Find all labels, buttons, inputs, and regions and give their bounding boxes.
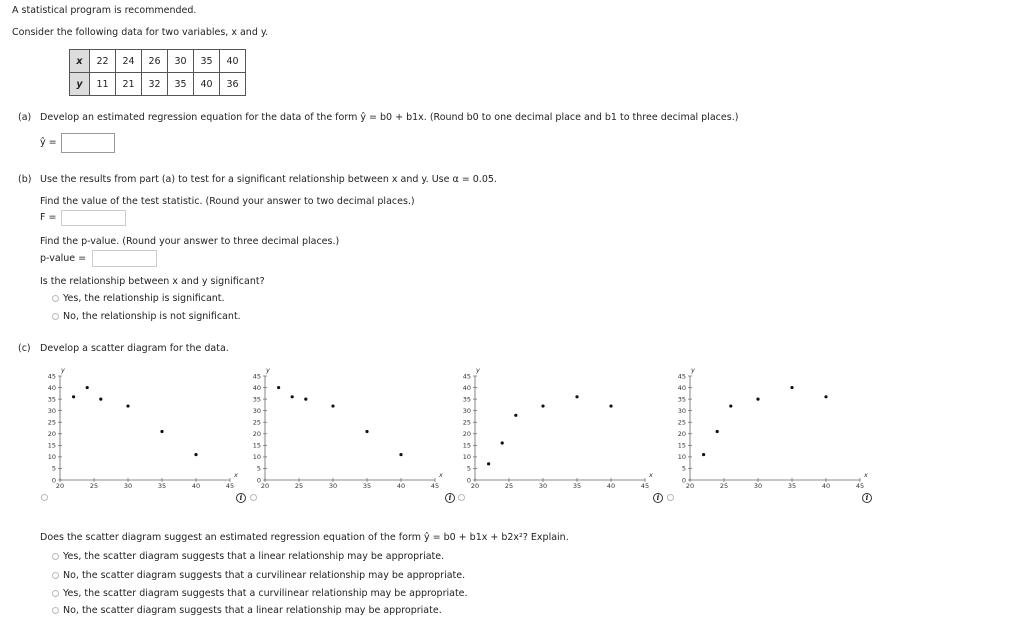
part-c-text: Develop a scatter diagram for the data.: [40, 343, 229, 354]
x-tick-label: 40: [606, 482, 616, 490]
f-label: F =: [40, 212, 57, 223]
y-tick-label: 30: [462, 406, 471, 415]
p-value-input[interactable]: [92, 250, 157, 267]
part-a-text-after: (Round b0 to one decimal place and b1 to three decimal places.): [429, 112, 739, 123]
x-axis-label: x: [649, 471, 653, 479]
y-tick-label: 5: [256, 464, 261, 473]
y-tick-label: 20: [677, 430, 686, 439]
x-tick-label: 40: [191, 482, 201, 490]
y-cell: 32: [142, 73, 168, 96]
y-tick-label: 20: [462, 430, 471, 439]
x-tick-label: 45: [225, 482, 235, 490]
y-tick-label: 20: [47, 430, 56, 439]
sig-option-no[interactable]: [52, 311, 241, 322]
radio-button[interactable]: [52, 295, 59, 302]
x-tick-label: 30: [123, 482, 133, 490]
x-cell: 26: [142, 50, 168, 73]
data-point: [277, 386, 280, 389]
y-tick-label: 5: [51, 464, 56, 473]
option-label: No, the scatter diagram suggests that a curvilinear relationship may be appropriate.: [63, 570, 466, 581]
sig-question: Is the relationship between x and y significant?: [40, 276, 265, 287]
x-tick-label: 35: [157, 482, 167, 490]
scatter-plot-1: [30, 362, 240, 492]
y-cell: 11: [90, 73, 116, 96]
radio-button[interactable]: [52, 553, 59, 560]
x-tick-label: 25: [89, 482, 99, 490]
y-tick-label: 35: [462, 395, 471, 404]
plot-2-radio[interactable]: [250, 494, 257, 501]
data-point: [575, 395, 578, 398]
y-header: y: [70, 73, 90, 96]
x-tick-label: 20: [470, 482, 480, 490]
table-row-y: [70, 73, 246, 96]
y-cell: 40: [194, 73, 220, 96]
plot-3-radio[interactable]: [458, 494, 465, 501]
intro-text: A statistical program is recommended.: [12, 5, 197, 16]
x-tick-label: 35: [787, 482, 797, 490]
y-tick-label: 15: [462, 441, 471, 450]
y-tick-label: 30: [252, 406, 261, 415]
info-icon[interactable]: i: [862, 493, 872, 503]
data-point: [824, 395, 827, 398]
y-tick-label: 0: [681, 476, 686, 485]
data-point: [514, 414, 517, 417]
y-tick-label: 15: [47, 441, 56, 450]
option-label: Yes, the scatter diagram suggests that a curvilinear relationship may be appropriate.: [63, 588, 468, 599]
yhat-input[interactable]: [61, 133, 115, 153]
x-tick-label: 45: [640, 482, 650, 490]
data-point: [609, 404, 612, 407]
x-cell: 24: [116, 50, 142, 73]
data-point: [756, 398, 759, 401]
y-cell: 21: [116, 73, 142, 96]
x-tick-label: 25: [504, 482, 514, 490]
consider-text: Consider the following data for two variables, x and y.: [12, 27, 269, 38]
y-tick-label: 20: [252, 430, 261, 439]
radio-button[interactable]: [52, 607, 59, 614]
x-tick-label: 25: [719, 482, 729, 490]
radio-button[interactable]: [52, 590, 59, 597]
y-tick-label: 35: [677, 395, 686, 404]
curve-option-3[interactable]: [52, 588, 468, 599]
data-point: [291, 395, 294, 398]
y-tick-label: 40: [252, 383, 261, 392]
x-tick-label: 40: [821, 482, 831, 490]
y-tick-label: 0: [466, 476, 471, 485]
y-axis-label: y: [61, 366, 65, 374]
y-tick-label: 40: [462, 383, 471, 392]
f-input[interactable]: [61, 210, 126, 226]
x-header: x: [70, 50, 90, 73]
data-point: [72, 395, 75, 398]
x-axis-label: x: [234, 471, 238, 479]
y-tick-label: 30: [47, 406, 56, 415]
y-tick-label: 10: [252, 453, 261, 462]
radio-button[interactable]: [52, 313, 59, 320]
data-point: [365, 430, 368, 433]
part-b-label: (b): [18, 174, 32, 185]
part-a-question: [40, 112, 738, 123]
y-tick-label: 25: [677, 418, 686, 427]
data-point: [126, 404, 129, 407]
y-tick-label: 45: [462, 372, 471, 381]
info-icon[interactable]: i: [653, 493, 663, 503]
x-tick-label: 20: [55, 482, 65, 490]
scatter-plot-4: [660, 362, 870, 492]
plot-1-radio[interactable]: [41, 494, 48, 501]
x-cell: 40: [220, 50, 246, 73]
y-tick-label: 25: [252, 418, 261, 427]
x-tick-label: 20: [260, 482, 270, 490]
y-tick-label: 10: [677, 453, 686, 462]
data-point: [487, 462, 490, 465]
plot-4-radio[interactable]: [667, 494, 674, 501]
info-icon[interactable]: i: [445, 493, 455, 503]
y-tick-label: 30: [677, 406, 686, 415]
y-cell: 35: [168, 73, 194, 96]
radio-button[interactable]: [52, 572, 59, 579]
table-row-x: [70, 50, 246, 73]
y-axis-label: y: [691, 366, 695, 374]
scatter-plot-2: [235, 362, 445, 492]
data-table: [69, 49, 246, 96]
data-point: [160, 430, 163, 433]
y-axis-label: y: [476, 366, 480, 374]
x-axis-label: x: [439, 471, 443, 479]
curve-option-1[interactable]: [52, 551, 444, 562]
data-point: [331, 404, 334, 407]
data-point: [541, 404, 544, 407]
y-tick-label: 10: [47, 453, 56, 462]
x-tick-label: 45: [855, 482, 865, 490]
scatter-plot-3: [445, 362, 655, 492]
y-tick-label: 25: [47, 418, 56, 427]
data-point: [790, 386, 793, 389]
x-axis-label: x: [864, 471, 868, 479]
x-cell: 22: [90, 50, 116, 73]
y-cell: 36: [220, 73, 246, 96]
x-tick-label: 20: [685, 482, 695, 490]
x-tick-label: 25: [294, 482, 304, 490]
part-c-question: Does the scatter diagram suggest an estimated regression equation of the form ŷ = b0 + b1x + b2x²? Explain.: [40, 532, 569, 543]
y-tick-label: 10: [462, 453, 471, 462]
data-point: [399, 453, 402, 456]
x-tick-label: 45: [430, 482, 440, 490]
option-label: Yes, the scatter diagram suggests that a linear relationship may be appropriate.: [63, 551, 445, 562]
p-label: p-value =: [40, 253, 87, 264]
y-tick-label: 45: [47, 372, 56, 381]
f-prompt: Find the value of the test statistic. (Round your answer to two decimal places.): [40, 196, 415, 207]
part-b-text: Use the results from part (a) to test for a significant relationship between x and y. Use α = 0.05.: [40, 174, 497, 185]
p-prompt: Find the p-value. (Round your answer to three decimal places.): [40, 236, 340, 247]
y-tick-label: 25: [462, 418, 471, 427]
y-tick-label: 35: [47, 395, 56, 404]
x-tick-label: 30: [538, 482, 548, 490]
y-tick-label: 0: [256, 476, 261, 485]
y-tick-label: 40: [47, 383, 56, 392]
data-point: [729, 404, 732, 407]
sig-option-yes[interactable]: [52, 293, 225, 304]
y-tick-label: 5: [466, 464, 471, 473]
y-tick-label: 15: [252, 441, 261, 450]
data-point: [716, 430, 719, 433]
data-point: [501, 441, 504, 444]
curve-option-4[interactable]: [52, 605, 442, 616]
yhat-label: ŷ =: [40, 137, 57, 148]
x-cell: 35: [194, 50, 220, 73]
data-point: [99, 398, 102, 401]
y-tick-label: 45: [677, 372, 686, 381]
part-a-equation: ŷ = b0 + b1x.: [360, 112, 427, 123]
data-point: [304, 398, 307, 401]
y-tick-label: 15: [677, 441, 686, 450]
part-a-label: (a): [18, 112, 32, 123]
y-tick-label: 40: [677, 383, 686, 392]
option-label: Yes, the relationship is significant.: [63, 293, 225, 304]
data-point: [702, 453, 705, 456]
curve-option-2[interactable]: [52, 570, 465, 581]
y-tick-label: 0: [51, 476, 56, 485]
data-point: [86, 386, 89, 389]
x-cell: 30: [168, 50, 194, 73]
x-tick-label: 30: [753, 482, 763, 490]
part-a-text-before: Develop an estimated regression equation for the data of the form: [40, 112, 358, 123]
y-tick-label: 45: [252, 372, 261, 381]
x-tick-label: 30: [328, 482, 338, 490]
info-icon[interactable]: i: [236, 493, 246, 503]
x-tick-label: 35: [362, 482, 372, 490]
x-tick-label: 35: [572, 482, 582, 490]
y-tick-label: 35: [252, 395, 261, 404]
option-label: No, the relationship is not significant.: [63, 311, 241, 322]
y-tick-label: 5: [681, 464, 686, 473]
data-point: [194, 453, 197, 456]
x-tick-label: 40: [396, 482, 406, 490]
y-axis-label: y: [266, 366, 270, 374]
option-label: No, the scatter diagram suggests that a linear relationship may be appropriate.: [63, 605, 442, 616]
part-c-label: (c): [18, 343, 31, 354]
